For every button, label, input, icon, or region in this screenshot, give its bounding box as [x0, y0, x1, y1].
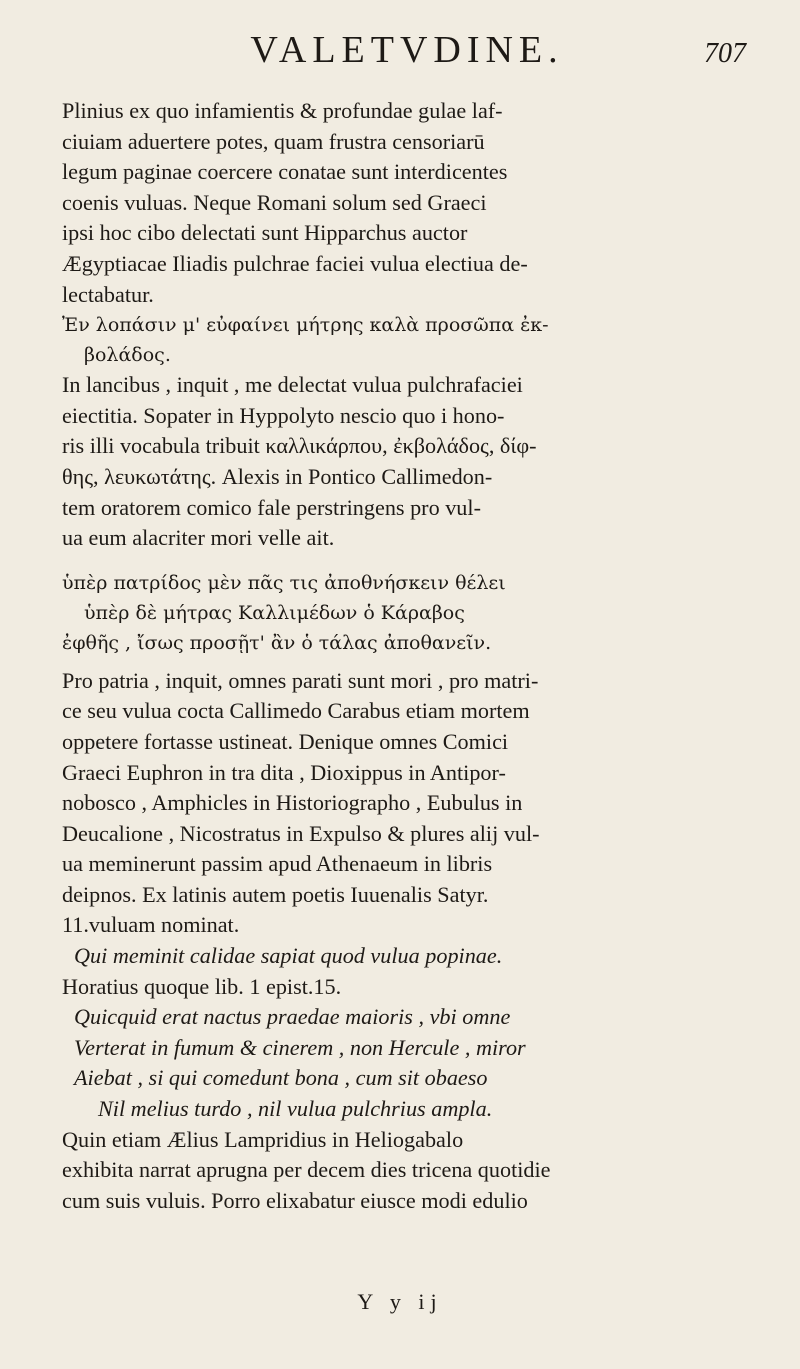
text-line: legum paginae coercere conatae sunt interdicentes [62, 159, 508, 185]
page-running-title: VALETVDINE. [250, 29, 564, 71]
text-line: Deucalione , Nicostratus in Expulso & plures alij vul- [62, 820, 540, 846]
text-line: ipsi hoc cibo delectati sunt Hipparchus auctor [62, 220, 468, 246]
greek-quote-line: Ἐν λοπάσιν μ' εὐφαίνει μήτρης καλὰ προσῶπα ἐκ- [62, 314, 549, 337]
text-line: ciuiam aduertere potes, quam frustra censoriarū [62, 128, 485, 154]
text-line: deipnos. Ex latinis autem poetis Iuuenalis Satyr. [62, 881, 489, 907]
text-line: ce seu vulua cocta Callimedo Carabus etiam mortem [62, 698, 530, 724]
text-line: ris illi vocabula tribuit καλλικάρπου, ἐκβολάδος, δίφ- [62, 433, 537, 459]
text-line: ua eum alacriter mori velle ait. [62, 525, 335, 551]
text-line: Pro patria , inquit, omnes parati sunt mori , pro matri- [62, 667, 539, 693]
text-line: cum suis vuluis. Porro elixabatur eiusce modi edulio [62, 1187, 528, 1213]
greek-verse-line: ἐφθῆς , ἴσως προσῇτ' ἂν ὁ τάλας ἀποθανεῖν. [62, 631, 492, 654]
greek-quote-line: βολάδος. [84, 344, 171, 367]
latin-verse-line: Quicquid erat nactus praedae maioris , vbi omne [74, 1004, 511, 1030]
text-line: lectabatur. [62, 281, 154, 307]
text-line: Horatius quoque lib. 1 epist.15. [62, 973, 342, 999]
text-line: exhibita narrat aprugna per decem dies tricena quotidie [62, 1157, 551, 1183]
latin-verse-line: Verterat in fumum & cinerem , non Hercule , miror [74, 1034, 526, 1060]
text-line: tem oratorem comico fale perstringens pro vul- [62, 494, 481, 520]
text-line: Ægyptiacae Iliadis pulchrae faciei vulua electiua de- [62, 250, 528, 276]
text-line: In lancibus , inquit , me delectat vulua pulchrafaciei [62, 372, 523, 398]
text-line: eiectitia. Sopater in Hyppolyto nescio quo i hono- [62, 402, 505, 428]
text-line: Graeci Euphron in tra dita , Dioxippus in Antipor- [62, 759, 506, 785]
signature-mark: Y y ij [357, 1289, 443, 1314]
text-line: Quin etiam Ælius Lampridius in Heliogabalo [62, 1126, 464, 1152]
text-line: coenis vuluas. Neque Romani solum sed Graeci [62, 189, 487, 215]
greek-verse-line: ὑπὲρ δὲ μήτρας Καλλιμέδων ὁ Κάραβος [84, 601, 465, 624]
text-line: 11.vuluam nominat. [62, 912, 240, 938]
text-line: nobosco , Amphicles in Historiographo , Eubulus in [62, 790, 523, 816]
running-head [62, 0, 752, 96]
page-body [62, 96, 752, 1216]
latin-verse-line: Qui meminit calidae sapiat quod vulua popinae. [74, 943, 503, 969]
text-line: oppetere fortasse ustineat. Denique omnes Comici [62, 728, 509, 754]
text-line: Plinius ex quo infamientis & profundae gulae laf- [62, 98, 503, 123]
text-line: θης, λευκωτάτης. Alexis in Pontico Callimedon- [62, 463, 493, 489]
latin-verse-line: Nil melius turdo , nil vulua pulchrius ampla. [98, 1096, 493, 1122]
page-number: 707 [704, 38, 746, 69]
latin-verse-line: Aiebat , si qui comedunt bona , cum sit obaeso [74, 1065, 488, 1091]
greek-verse-line: ὑπὲρ πατρίδος μὲν πᾶς τις ἀποθνήσκειν θέλει [62, 571, 506, 594]
text-line: ua meminerunt passim apud Athenaeum in libris [62, 851, 493, 877]
